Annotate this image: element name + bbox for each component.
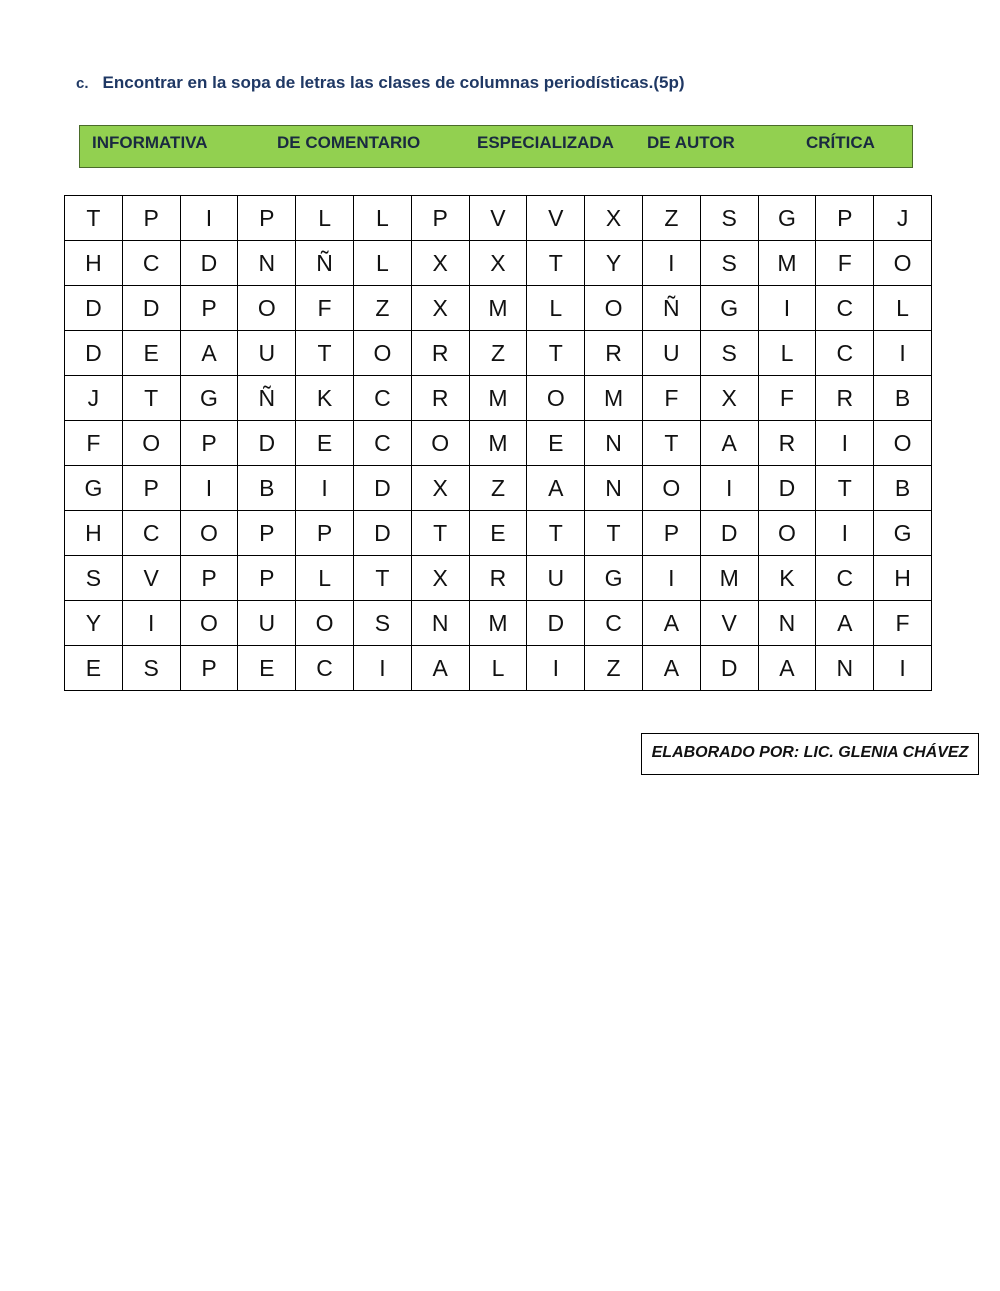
grid-cell[interactable]: M bbox=[469, 601, 527, 646]
word-search-grid bbox=[64, 195, 932, 691]
grid-cell[interactable]: T bbox=[527, 331, 585, 376]
grid-cell[interactable]: O bbox=[180, 601, 238, 646]
grid-cell[interactable]: X bbox=[411, 241, 469, 286]
grid-cell[interactable]: F bbox=[816, 241, 874, 286]
grid-cell[interactable]: E bbox=[65, 646, 123, 691]
grid-cell[interactable]: Z bbox=[353, 286, 411, 331]
grid-cell[interactable]: A bbox=[758, 646, 816, 691]
grid-cell[interactable]: U bbox=[238, 601, 296, 646]
grid-cell[interactable]: Z bbox=[585, 646, 643, 691]
grid-cell[interactable]: Z bbox=[642, 196, 700, 241]
grid-cell[interactable]: D bbox=[353, 466, 411, 511]
grid-cell[interactable]: R bbox=[411, 331, 469, 376]
grid-cell[interactable]: P bbox=[816, 196, 874, 241]
grid-cell[interactable]: R bbox=[585, 331, 643, 376]
grid-cell[interactable]: Z bbox=[469, 331, 527, 376]
grid-cell[interactable]: P bbox=[180, 556, 238, 601]
grid-cell[interactable]: F bbox=[65, 421, 123, 466]
grid-cell[interactable]: G bbox=[585, 556, 643, 601]
grid-cell[interactable]: N bbox=[411, 601, 469, 646]
grid-cell[interactable]: T bbox=[296, 331, 354, 376]
grid-cell[interactable]: G bbox=[874, 511, 932, 556]
word-bank-item: ESPECIALIZADA bbox=[477, 133, 614, 152]
grid-cell[interactable]: R bbox=[411, 376, 469, 421]
grid-cell[interactable]: X bbox=[700, 376, 758, 421]
grid-cell[interactable]: C bbox=[816, 286, 874, 331]
grid-row bbox=[65, 466, 932, 511]
grid-cell[interactable]: L bbox=[758, 331, 816, 376]
grid-cell[interactable]: D bbox=[180, 241, 238, 286]
grid-cell[interactable]: F bbox=[296, 286, 354, 331]
grid-cell[interactable]: R bbox=[469, 556, 527, 601]
grid-cell[interactable]: I bbox=[180, 466, 238, 511]
grid-cell[interactable]: P bbox=[238, 196, 296, 241]
word-bank-item: DE AUTOR bbox=[647, 133, 735, 152]
grid-cell[interactable]: J bbox=[874, 196, 932, 241]
grid-cell[interactable]: D bbox=[527, 601, 585, 646]
grid-cell[interactable]: I bbox=[122, 601, 180, 646]
grid-cell[interactable]: A bbox=[527, 466, 585, 511]
grid-cell[interactable]: D bbox=[122, 286, 180, 331]
grid-cell[interactable]: R bbox=[816, 376, 874, 421]
grid-cell[interactable]: Ñ bbox=[296, 241, 354, 286]
grid-cell[interactable]: I bbox=[874, 646, 932, 691]
grid-cell[interactable]: N bbox=[585, 421, 643, 466]
grid-cell[interactable]: G bbox=[65, 466, 123, 511]
grid-cell[interactable]: O bbox=[296, 601, 354, 646]
grid-cell[interactable]: S bbox=[122, 646, 180, 691]
word-bank bbox=[79, 125, 913, 168]
grid-cell[interactable]: D bbox=[700, 646, 758, 691]
grid-cell[interactable]: O bbox=[874, 241, 932, 286]
grid-cell[interactable]: M bbox=[469, 286, 527, 331]
grid-row bbox=[65, 511, 932, 556]
grid-cell[interactable]: I bbox=[527, 646, 585, 691]
grid-cell[interactable]: I bbox=[180, 196, 238, 241]
grid-row bbox=[65, 421, 932, 466]
grid-cell[interactable]: L bbox=[527, 286, 585, 331]
grid-cell[interactable]: L bbox=[469, 646, 527, 691]
grid-cell[interactable]: V bbox=[527, 196, 585, 241]
grid-cell[interactable]: A bbox=[642, 646, 700, 691]
grid-cell[interactable]: P bbox=[411, 196, 469, 241]
grid-cell[interactable]: M bbox=[585, 376, 643, 421]
grid-cell[interactable]: F bbox=[874, 601, 932, 646]
grid-cell[interactable]: P bbox=[296, 511, 354, 556]
grid-row bbox=[65, 196, 932, 241]
grid-cell[interactable]: D bbox=[700, 511, 758, 556]
grid-cell[interactable]: O bbox=[238, 286, 296, 331]
grid-cell[interactable]: X bbox=[411, 286, 469, 331]
grid-cell[interactable]: P bbox=[122, 466, 180, 511]
grid-cell[interactable]: I bbox=[700, 466, 758, 511]
grid-cell[interactable]: E bbox=[122, 331, 180, 376]
grid-cell[interactable]: D bbox=[65, 331, 123, 376]
grid-cell[interactable]: A bbox=[642, 601, 700, 646]
grid-cell[interactable]: I bbox=[758, 286, 816, 331]
grid-row bbox=[65, 556, 932, 601]
grid-cell[interactable]: L bbox=[353, 196, 411, 241]
grid-cell[interactable]: L bbox=[296, 196, 354, 241]
grid-cell[interactable]: I bbox=[642, 556, 700, 601]
grid-cell[interactable]: L bbox=[874, 286, 932, 331]
grid-cell[interactable]: C bbox=[816, 556, 874, 601]
grid-cell[interactable]: T bbox=[527, 241, 585, 286]
grid-cell[interactable]: O bbox=[411, 421, 469, 466]
grid-cell[interactable]: C bbox=[353, 421, 411, 466]
grid-cell[interactable]: E bbox=[296, 421, 354, 466]
grid-cell[interactable]: A bbox=[700, 421, 758, 466]
grid-cell[interactable]: O bbox=[353, 331, 411, 376]
grid-cell[interactable]: B bbox=[874, 376, 932, 421]
grid-cell[interactable]: H bbox=[65, 511, 123, 556]
instruction-label: c. bbox=[76, 75, 89, 92]
grid-cell[interactable]: S bbox=[65, 556, 123, 601]
grid-cell[interactable]: D bbox=[238, 421, 296, 466]
grid-cell[interactable]: C bbox=[353, 376, 411, 421]
grid-cell[interactable]: D bbox=[65, 286, 123, 331]
grid-cell[interactable]: O bbox=[758, 511, 816, 556]
word-bank-item: DE COMENTARIO bbox=[277, 133, 421, 152]
grid-row bbox=[65, 376, 932, 421]
grid-cell[interactable]: G bbox=[700, 286, 758, 331]
grid-cell[interactable]: U bbox=[238, 331, 296, 376]
grid-cell[interactable]: T bbox=[642, 421, 700, 466]
grid-row bbox=[65, 241, 932, 286]
grid-row bbox=[65, 601, 932, 646]
grid-cell[interactable]: P bbox=[238, 511, 296, 556]
grid-cell[interactable]: E bbox=[238, 646, 296, 691]
author-credit: ELABORADO POR: LIC. GLENIA CHÁVEZ bbox=[641, 733, 979, 775]
grid-cell[interactable]: T bbox=[585, 511, 643, 556]
grid-cell[interactable]: S bbox=[700, 241, 758, 286]
grid-cell[interactable]: E bbox=[469, 511, 527, 556]
grid-cell[interactable]: C bbox=[122, 241, 180, 286]
grid-cell[interactable]: I bbox=[874, 331, 932, 376]
grid-cell[interactable]: C bbox=[585, 601, 643, 646]
grid-row bbox=[65, 331, 932, 376]
grid-cell[interactable]: C bbox=[816, 331, 874, 376]
grid-cell[interactable]: I bbox=[816, 421, 874, 466]
grid-cell[interactable]: J bbox=[65, 376, 123, 421]
grid-cell[interactable]: T bbox=[816, 466, 874, 511]
grid-cell[interactable]: X bbox=[411, 466, 469, 511]
grid-cell[interactable]: E bbox=[527, 421, 585, 466]
grid-cell[interactable]: Ñ bbox=[238, 376, 296, 421]
word-bank-item: INFORMATIVA bbox=[92, 133, 208, 152]
grid-cell[interactable]: D bbox=[758, 466, 816, 511]
grid-cell[interactable]: I bbox=[642, 241, 700, 286]
grid-cell[interactable]: G bbox=[180, 376, 238, 421]
grid-cell[interactable]: O bbox=[642, 466, 700, 511]
grid-cell[interactable]: P bbox=[180, 421, 238, 466]
grid-cell[interactable]: N bbox=[816, 646, 874, 691]
instruction bbox=[76, 73, 685, 97]
grid-cell[interactable]: Ñ bbox=[642, 286, 700, 331]
grid-cell[interactable]: T bbox=[122, 376, 180, 421]
grid-cell[interactable]: O bbox=[585, 286, 643, 331]
grid-cell[interactable]: Y bbox=[65, 601, 123, 646]
grid-cell[interactable]: X bbox=[585, 196, 643, 241]
grid-cell[interactable]: H bbox=[874, 556, 932, 601]
grid-cell[interactable]: M bbox=[758, 241, 816, 286]
grid-cell[interactable]: A bbox=[816, 601, 874, 646]
grid-cell[interactable]: S bbox=[353, 601, 411, 646]
grid-cell[interactable]: R bbox=[758, 421, 816, 466]
grid-row bbox=[65, 646, 932, 691]
grid-cell[interactable]: M bbox=[700, 556, 758, 601]
grid-cell[interactable]: B bbox=[874, 466, 932, 511]
grid-cell[interactable]: N bbox=[758, 601, 816, 646]
grid-cell[interactable]: Y bbox=[585, 241, 643, 286]
grid-cell[interactable]: G bbox=[758, 196, 816, 241]
grid-cell[interactable]: Z bbox=[469, 466, 527, 511]
grid-cell[interactable]: P bbox=[642, 511, 700, 556]
grid-cell[interactable]: P bbox=[238, 556, 296, 601]
grid-cell[interactable]: V bbox=[700, 601, 758, 646]
grid-cell[interactable]: V bbox=[469, 196, 527, 241]
grid-cell[interactable]: T bbox=[65, 196, 123, 241]
grid-cell[interactable]: T bbox=[527, 511, 585, 556]
grid-cell[interactable]: X bbox=[411, 556, 469, 601]
grid-cell[interactable]: N bbox=[585, 466, 643, 511]
grid-cell[interactable]: M bbox=[469, 376, 527, 421]
grid-cell[interactable]: P bbox=[180, 286, 238, 331]
grid-cell[interactable]: F bbox=[758, 376, 816, 421]
grid-cell[interactable]: N bbox=[238, 241, 296, 286]
grid-cell[interactable]: L bbox=[296, 556, 354, 601]
word-bank-item: CRÍTICA bbox=[806, 133, 875, 152]
grid-cell[interactable]: T bbox=[353, 556, 411, 601]
grid-cell[interactable]: L bbox=[353, 241, 411, 286]
grid-cell[interactable]: B bbox=[238, 466, 296, 511]
grid-cell[interactable]: A bbox=[411, 646, 469, 691]
grid-cell[interactable]: I bbox=[816, 511, 874, 556]
grid-cell[interactable]: O bbox=[874, 421, 932, 466]
grid-cell[interactable]: S bbox=[700, 331, 758, 376]
grid-cell[interactable]: S bbox=[700, 196, 758, 241]
grid-cell[interactable]: K bbox=[296, 376, 354, 421]
grid-cell[interactable]: H bbox=[65, 241, 123, 286]
grid-cell[interactable]: O bbox=[122, 421, 180, 466]
grid-cell[interactable]: X bbox=[469, 241, 527, 286]
grid-cell[interactable]: P bbox=[180, 646, 238, 691]
grid-cell[interactable]: C bbox=[296, 646, 354, 691]
grid-row bbox=[65, 286, 932, 331]
grid-cell[interactable]: U bbox=[527, 556, 585, 601]
grid-cell[interactable]: U bbox=[642, 331, 700, 376]
grid-cell[interactable]: D bbox=[353, 511, 411, 556]
grid-cell[interactable]: M bbox=[469, 421, 527, 466]
grid-cell[interactable]: C bbox=[122, 511, 180, 556]
instruction-text: Encontrar en la sopa de letras las clases de columnas periodísticas.(5p) bbox=[102, 73, 685, 92]
grid-cell[interactable]: I bbox=[353, 646, 411, 691]
grid-cell[interactable]: I bbox=[296, 466, 354, 511]
grid-cell[interactable]: F bbox=[642, 376, 700, 421]
grid-cell[interactable]: K bbox=[758, 556, 816, 601]
grid-cell[interactable]: V bbox=[122, 556, 180, 601]
grid-cell[interactable]: T bbox=[411, 511, 469, 556]
grid-cell[interactable]: A bbox=[180, 331, 238, 376]
grid-cell[interactable]: P bbox=[122, 196, 180, 241]
grid-cell[interactable]: O bbox=[180, 511, 238, 556]
grid-cell[interactable]: O bbox=[527, 376, 585, 421]
